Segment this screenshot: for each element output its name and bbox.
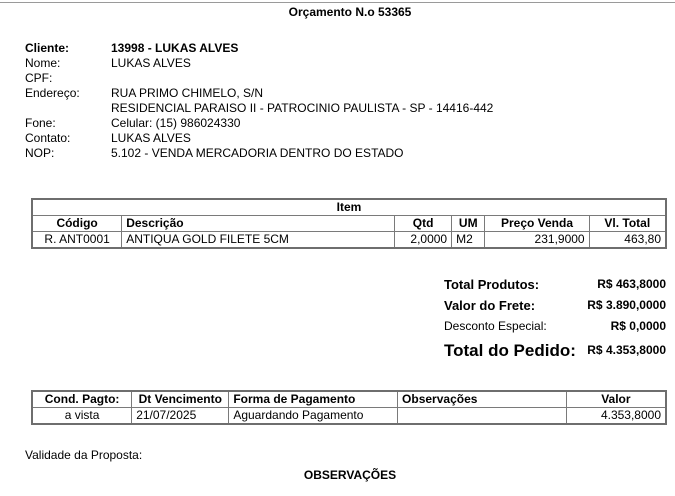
- address-line1: RUA PRIMO CHIMELO, S/N: [111, 86, 264, 100]
- cell-um: M2: [452, 232, 485, 249]
- phone-value: Celular: (15) 986024330: [111, 116, 241, 130]
- cell-preco-venda: 231,9000: [485, 232, 589, 249]
- cell-valor: 4.353,8000: [566, 408, 666, 425]
- desconto-label: Desconto Especial:: [444, 319, 547, 333]
- header-dt-vencimento: Dt Vencimento: [132, 391, 229, 408]
- observacoes-title: OBSERVAÇÕES: [303, 468, 397, 482]
- header-vl-total: Vl. Total: [589, 216, 666, 232]
- cell-observacoes: [398, 408, 567, 425]
- contact-value: LUKAS ALVES: [111, 131, 191, 145]
- header-observacoes: Observações: [398, 391, 567, 408]
- name-label: Nome:: [25, 56, 61, 70]
- cpf-label: CPF:: [25, 71, 53, 85]
- cell-dt-vencimento: 21/07/2025: [132, 408, 229, 425]
- total-pedido-label: Total do Pedido:: [444, 341, 576, 360]
- header-valor: Valor: [566, 391, 666, 408]
- nop-value: 5.102 - VENDA MERCADORIA DENTRO DO ESTADO: [111, 146, 404, 160]
- top-divider: [0, 2, 675, 3]
- header-um: UM: [452, 216, 485, 232]
- table-row: [32, 408, 666, 425]
- header-descricao: Descrição: [122, 216, 395, 232]
- desconto-value: R$ 0,0000: [610, 319, 666, 333]
- total-produtos-value: R$ 463,8000: [597, 277, 666, 291]
- cell-cond-pagto: a vista: [32, 408, 132, 425]
- payment-table: [31, 390, 667, 425]
- valor-frete-label: Valor do Frete:: [444, 298, 536, 313]
- payment-header-row: [32, 391, 666, 408]
- total-pedido-value: R$ 4.353,8000: [587, 343, 666, 357]
- total-produtos-label: Total Produtos:: [444, 277, 540, 292]
- document-title: Orçamento N.o 53365: [288, 5, 412, 19]
- table-row: [32, 232, 666, 249]
- items-table: [31, 198, 667, 249]
- contact-label: Contato:: [25, 131, 71, 145]
- client-label: Cliente:: [25, 41, 70, 55]
- validade-label: Validade da Proposta:: [25, 448, 143, 462]
- header-codigo: Código: [32, 216, 122, 232]
- header-forma-pagamento: Forma de Pagamento: [229, 391, 398, 408]
- header-preco-venda: Preço Venda: [485, 216, 589, 232]
- address-line2: RESIDENCIAL PARAISO II - PATROCINIO PAULISTA - SP - 14416-442: [111, 101, 494, 115]
- header-cond-pagto: Cond. Pagto:: [32, 391, 132, 408]
- nop-label: NOP:: [25, 146, 55, 160]
- cell-codigo: R. ANT0001: [32, 232, 122, 249]
- name-value: LUKAS ALVES: [111, 56, 191, 70]
- client-value: 13998 - LUKAS ALVES: [111, 41, 239, 55]
- address-label: Endereço:: [25, 86, 80, 100]
- phone-label: Fone:: [25, 116, 56, 130]
- cell-qtd: 2,0000: [395, 232, 452, 249]
- cell-vl-total: 463,80: [589, 232, 666, 249]
- items-header-row: [32, 216, 666, 232]
- items-caption-row: [32, 199, 666, 216]
- cell-descricao: ANTIQUA GOLD FILETE 5CM: [122, 232, 395, 249]
- items-caption: Item: [32, 199, 666, 216]
- header-qtd: Qtd: [395, 216, 452, 232]
- cell-forma-pagamento: Aguardando Pagamento: [229, 408, 398, 425]
- valor-frete-value: R$ 3.890,0000: [587, 298, 666, 312]
